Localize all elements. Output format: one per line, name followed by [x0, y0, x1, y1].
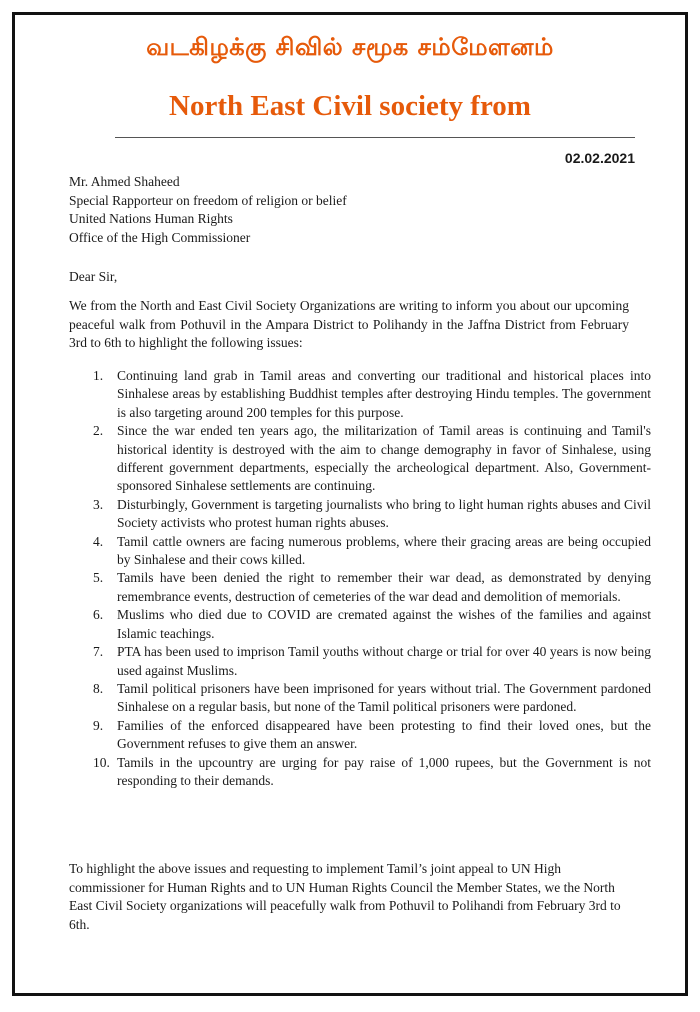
list-number: 10.: [93, 754, 110, 770]
list-item: [69, 533, 651, 570]
letter-date: 02.02.2021: [564, 150, 635, 166]
list-number: 6.: [93, 607, 104, 623]
list-text: Families of the enforced disappeared have been protesting to find their loved ones, but the Government refuses to give them an answer.: [117, 717, 651, 752]
intro-paragraph: We from the North and East Civil Society Organizations are writing to inform you about our upcoming peaceful walk from Pothuvil in the Ampara District to Polihandy in the Jaffna District from February 3rd to 6th to highlight the following issues:: [69, 298, 629, 351]
list-item: [69, 367, 651, 422]
list-item: [69, 569, 651, 606]
list-item: [69, 717, 651, 754]
list-number: 8.: [93, 680, 104, 696]
closing-paragraph: To highlight the above issues and requesting to implement Tamil’s joint appeal to UN High commissioner for Human Rights and to UN Human Rights Council the Member States, we the North East Civil Society organizations will peacefully walk from Pothuvil to Polihandi from February 3rd to 6th.: [69, 861, 621, 932]
list-item: [69, 606, 651, 643]
document-border: [12, 12, 688, 996]
salutation: Dear Sir,: [69, 269, 118, 284]
list-text: Tamils in the upcountry are urging for pay raise of 1,000 rupees, but the Government is not responding to their demands.: [117, 754, 651, 788]
list-number: 7.: [93, 644, 104, 660]
letter-page: [15, 15, 685, 993]
list-item: [69, 680, 651, 717]
addressee-line: Special Rapporteur on freedom of religion or belief: [69, 192, 347, 208]
english-letterhead-title: North East Civil society from: [169, 90, 531, 122]
list-number: 4.: [93, 533, 104, 549]
list-text: Tamil cattle owners are facing numerous problems, where their gracing areas are being occupied by Sinhalese and their cows killed.: [117, 533, 651, 568]
addressee-line: United Nations Human Rights: [69, 211, 233, 226]
list-number: 2.: [93, 423, 104, 439]
addressee-line: Office of the High Commissioner: [69, 229, 251, 245]
list-number: 1.: [93, 368, 104, 383]
addressee-block: [69, 173, 347, 247]
list-item: [69, 754, 651, 791]
list-number: 5.: [93, 570, 104, 586]
issues-list: [69, 367, 651, 790]
list-text: Tamils have been denied the right to remember their war dead, as demonstrated by denying remembrance events, destruction of cemeteries of the war dead and demolition of memorials.: [117, 570, 651, 604]
list-text: Since the war ended ten years ago, the militarization of Tamil areas is continuing and Tamil's historical identity is destroyed with the aim to change demography in favor of Sinhalese, using different government departments, especially the archeological department. Also, Government-sponsored Sinhalese settlements are continuing.: [117, 423, 651, 494]
tamil-letterhead-title: வடகிழக்கு சிவில் சமூக சம்மேளனம்: [146, 33, 554, 61]
list-number: 9.: [93, 717, 104, 733]
list-text: Continuing land grab in Tamil areas and converting our traditional and historical places into Sinhalese areas by establishing Buddhist temples after destroying Hindu temples. The government is also targeting around 200 temples for this purpose.: [117, 368, 651, 420]
list-text: Disturbingly, Government is targeting journalists who bring to light human rights abuses and Civil Society activists who protest human rights abuses.: [117, 496, 651, 531]
list-item: [69, 643, 651, 680]
header-divider: [115, 137, 635, 138]
list-text: Muslims who died due to COVID are cremated against the wishes of the families and against Islamic teachings.: [117, 607, 651, 641]
addressee-line: Mr. Ahmed Shaheed: [69, 174, 180, 189]
list-text: PTA has been used to imprison Tamil youths without charge or trial for over 40 years is now being used against Muslims.: [117, 644, 651, 678]
list-item: [69, 422, 651, 496]
list-number: 3.: [93, 496, 104, 512]
list-item: [69, 496, 651, 533]
list-text: Tamil political prisoners have been imprisoned for years without trial. The Government pardoned Sinhalese on a regular basis, but none of the Tamil political prisoners were pardoned.: [117, 680, 651, 715]
